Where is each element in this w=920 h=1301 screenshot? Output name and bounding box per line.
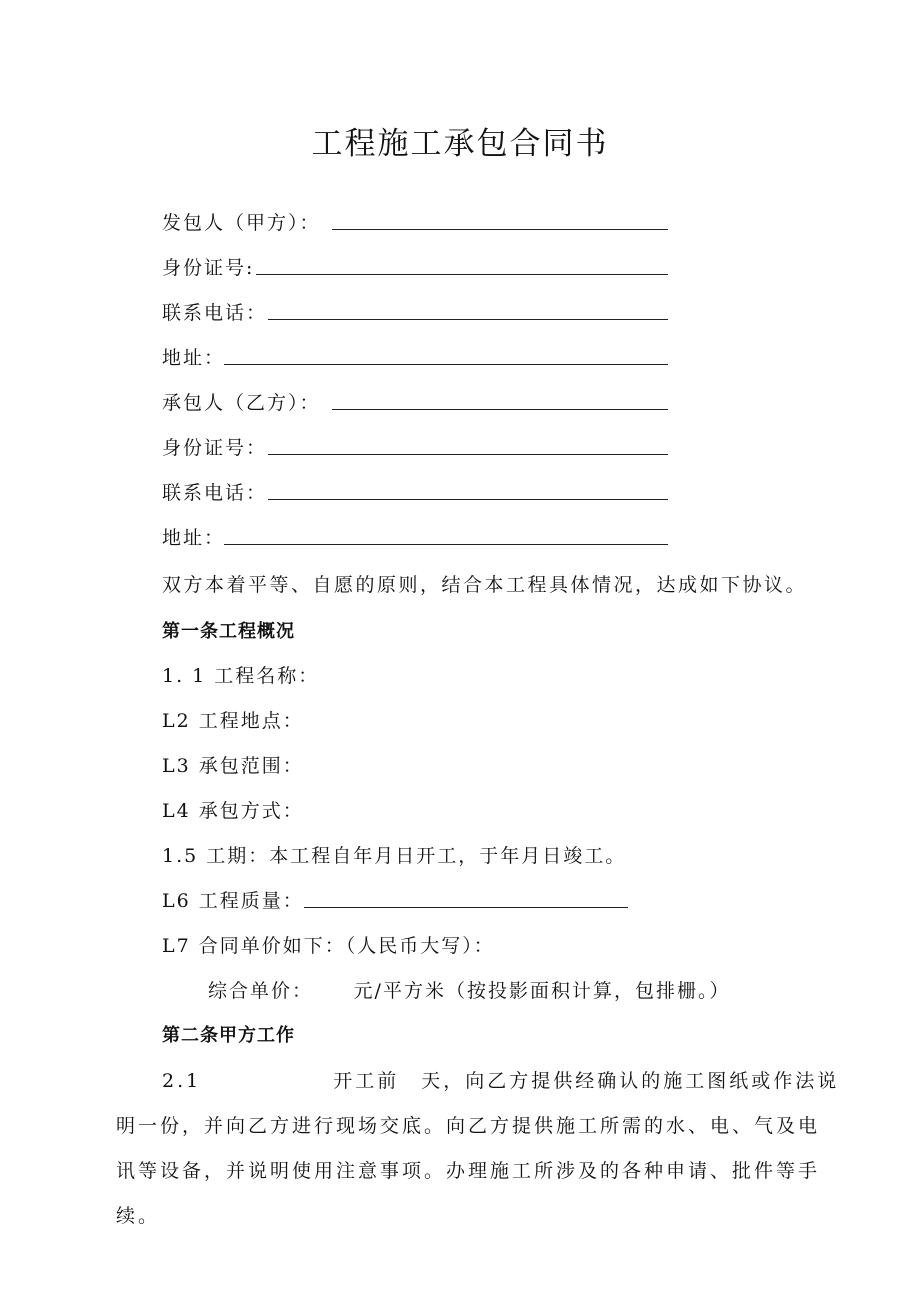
article1-item-2: L2 工程地点： bbox=[162, 710, 304, 732]
article1-item-1: 1. 1 工程名称： bbox=[162, 665, 320, 687]
article2-para-line-3: 讯等设备，并说明使用注意事项。办理施工所涉及的各种申请、批件等手 bbox=[116, 1160, 821, 1182]
party-a-name-blank[interactable] bbox=[332, 229, 668, 230]
party-a-phone-blank[interactable] bbox=[268, 319, 668, 320]
article1-item-7: L7 合同单价如下：（人民币大写）： bbox=[162, 935, 495, 957]
article2-para-line-1: 2.1 开工前 天，向乙方提供经确认的施工图纸或作法说 bbox=[162, 1070, 840, 1092]
party-a-phone-label: 联系电话： bbox=[162, 302, 268, 324]
party-a-address-blank[interactable] bbox=[224, 364, 668, 365]
party-b-address-label: 地址： bbox=[162, 527, 226, 549]
party-a-id-label: 身份证号: bbox=[162, 257, 255, 279]
article1-item-6: L6 工程质量： bbox=[162, 890, 304, 912]
article1-item-3: L3 承包范围： bbox=[162, 755, 304, 777]
party-a-label: 发包人（甲方）： bbox=[162, 212, 321, 234]
party-b-name-blank[interactable] bbox=[332, 409, 668, 410]
party-b-label: 承包人（乙方）： bbox=[162, 392, 321, 414]
party-b-phone-label: 联系电话： bbox=[162, 482, 268, 504]
party-a-id-blank[interactable] bbox=[256, 274, 668, 275]
unit-price-line: 综合单价： 元/平方米（按投影面积计算，包排栅。） bbox=[208, 980, 731, 1002]
intro-text: 双方本着平等、自愿的原则，结合本工程具体情况，达成如下协议。 bbox=[162, 574, 808, 596]
article1-item-5: 1.5 工期：本工程自年月日开工，于年月日竣工。 bbox=[162, 845, 627, 867]
article1-heading: 第一条工程概况 bbox=[162, 621, 295, 642]
article2-para-line-2: 明一份，并向乙方进行现场交底。向乙方提供施工所需的水、电、气及电 bbox=[116, 1115, 821, 1137]
party-b-id-blank[interactable] bbox=[268, 454, 668, 455]
article1-item-4: L4 承包方式： bbox=[162, 800, 304, 822]
party-a-address-label: 地址： bbox=[162, 347, 226, 369]
party-b-id-label: 身份证号： bbox=[162, 437, 268, 459]
article2-heading: 第二条甲方工作 bbox=[162, 1025, 295, 1046]
article2-para-line-4: 续。 bbox=[116, 1205, 161, 1227]
party-b-phone-blank[interactable] bbox=[268, 499, 668, 500]
party-b-address-blank[interactable] bbox=[224, 544, 668, 545]
document-title: 工程施工承包合同书 bbox=[311, 126, 609, 162]
quality-blank[interactable] bbox=[304, 907, 628, 908]
